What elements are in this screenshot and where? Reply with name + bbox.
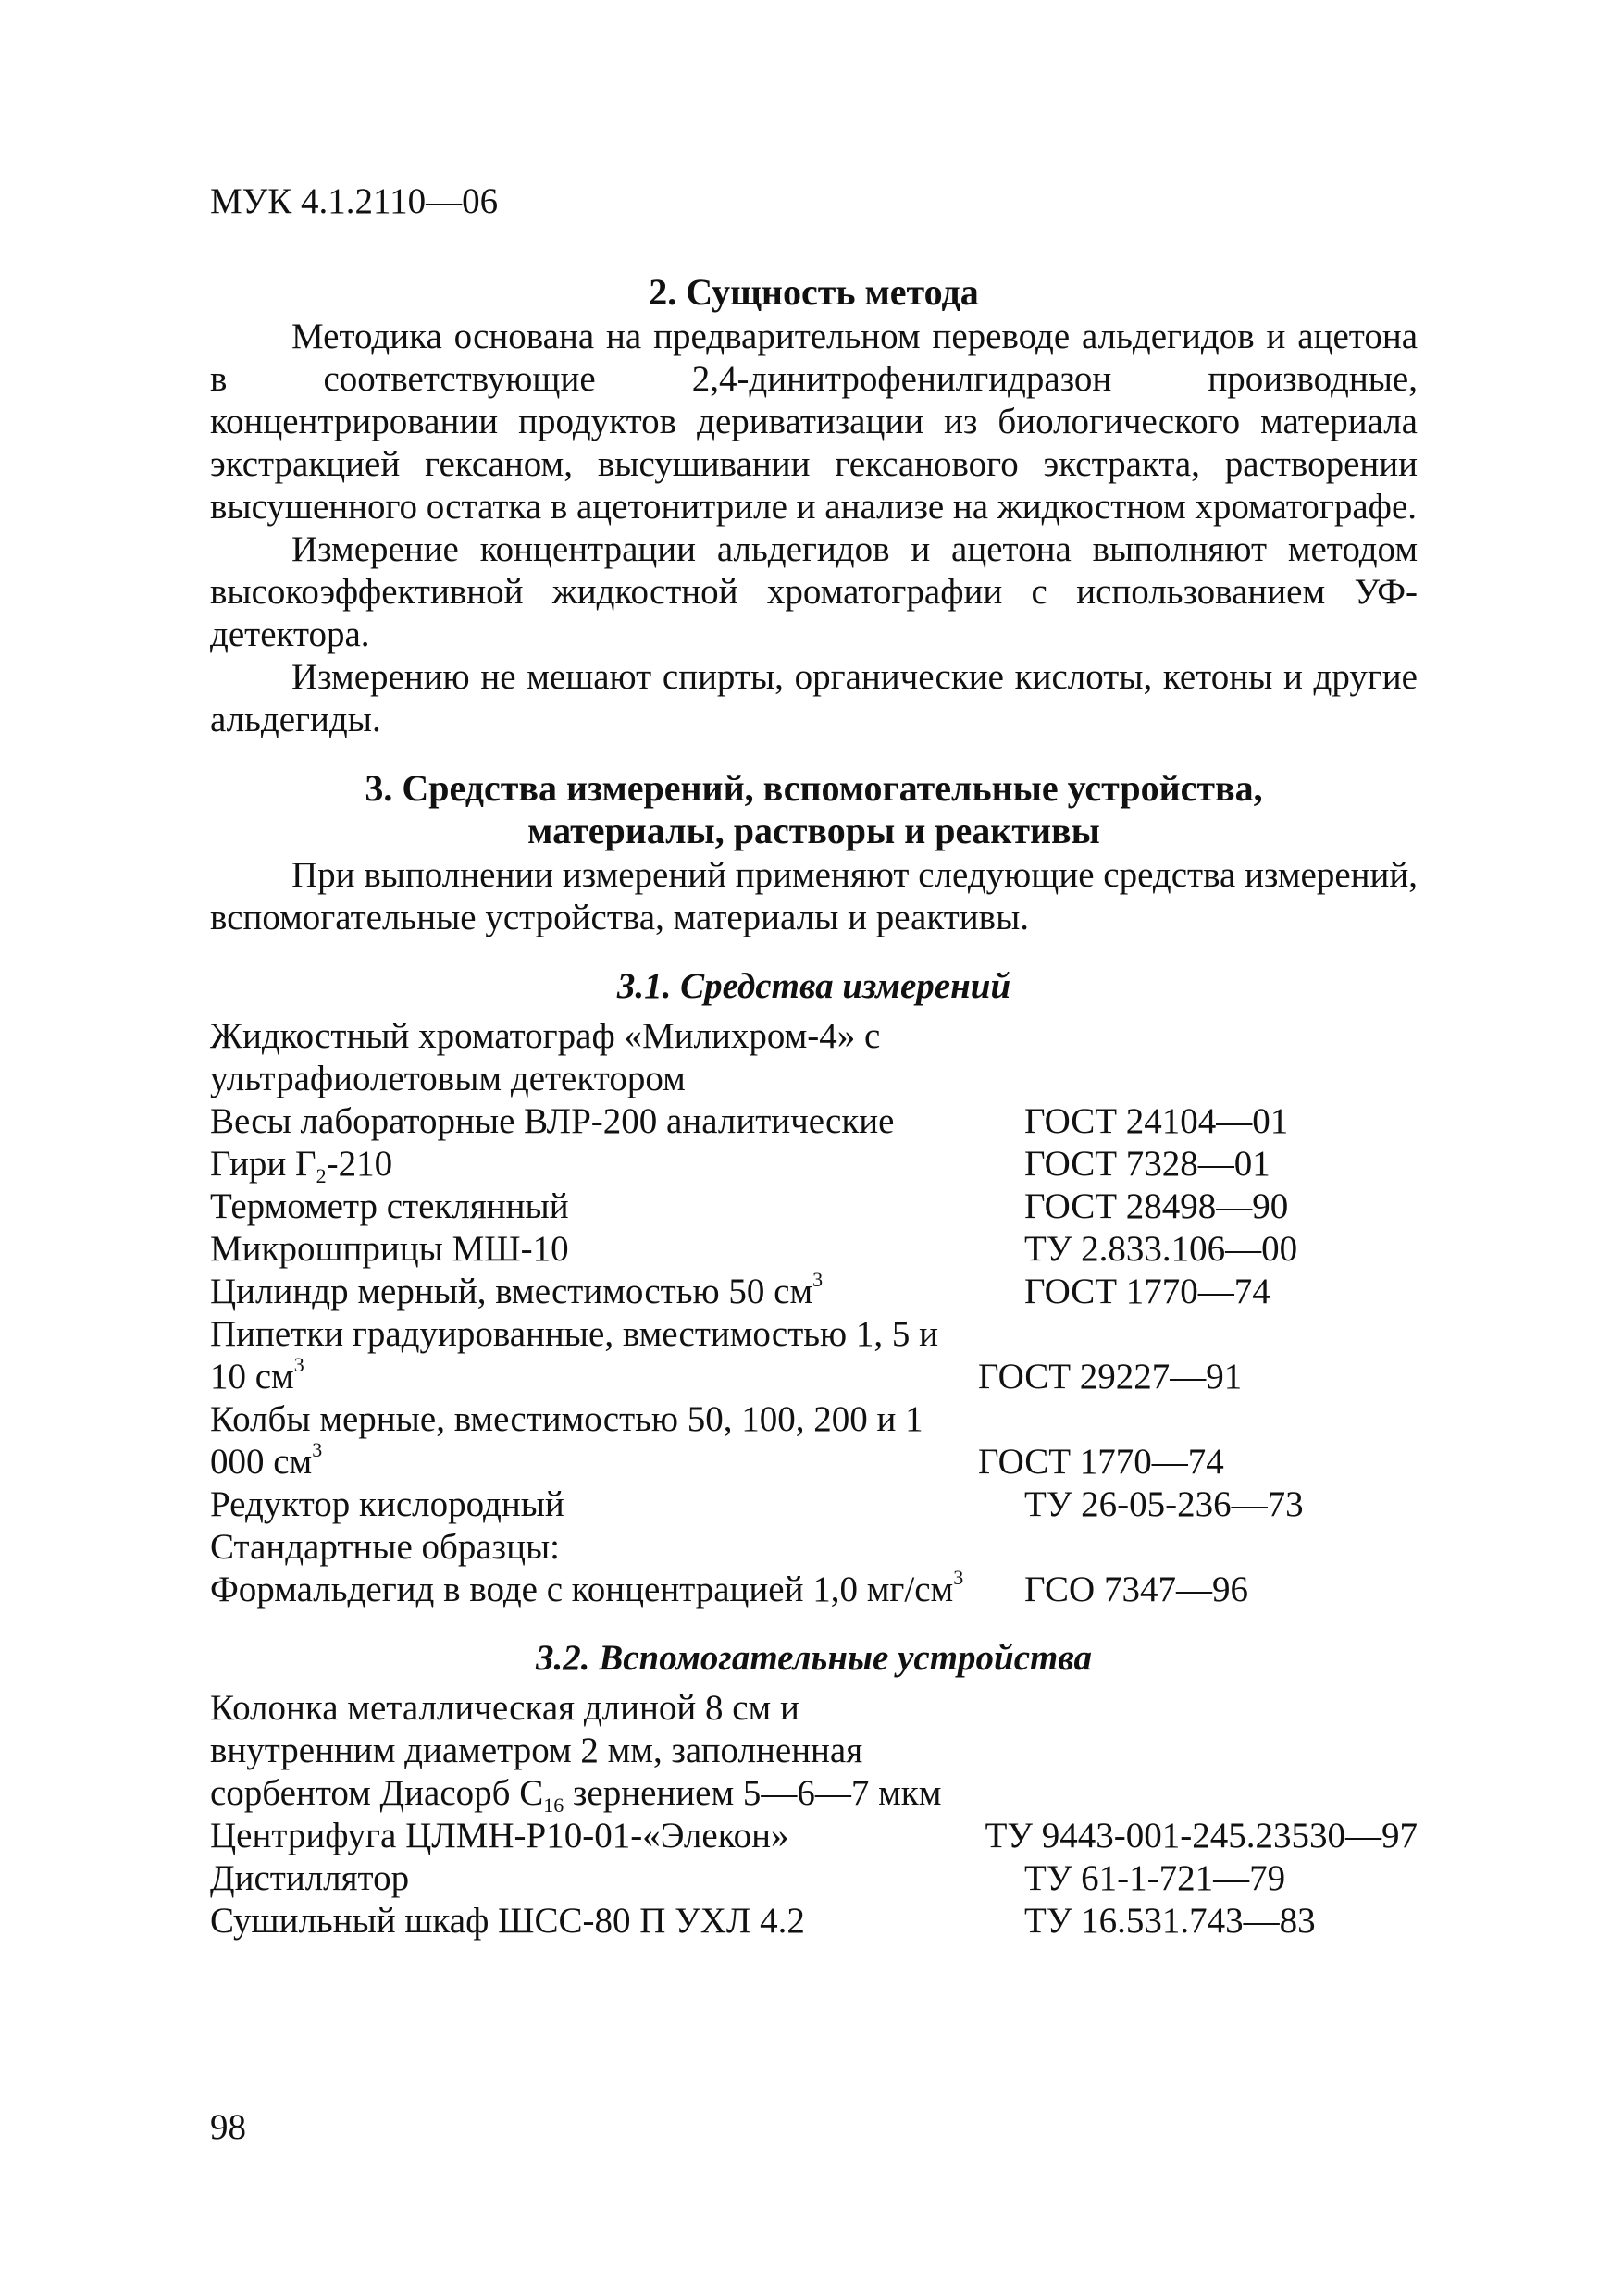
item-name: Колонка металлическая длиной 8 см и внутренним диаметром 2 мм, заполненная сорбентом Диасорб $С_{16}$ зернением 5—6—7 мкм (210, 1688, 942, 1817)
subsection-3-1-title: 3.1. Средства измерений (616, 966, 1011, 1006)
list-item (210, 1483, 1418, 1526)
item-name: Цилиндр мерный, вместимостью 50 $см^3$ (210, 1268, 824, 1311)
running-header: МУК 4.1.2110—06 (210, 181, 499, 221)
list-item (210, 1815, 1418, 1857)
item-name: Колбы мерные, вместимостью 50, 100, 200 и 1 000 $см^3$ (210, 1399, 923, 1482)
item-standard: ТУ 2.833.106—00 (1024, 1229, 1298, 1269)
list-item (210, 1857, 1418, 1900)
item-name: Термометр стеклянный (210, 1186, 569, 1226)
item-name: Формальдегид в воде с концентрацией 1,0 $мг/см^3$ (210, 1566, 964, 1609)
auxiliary-devices-list (210, 1687, 1418, 1942)
list-item (210, 1566, 1418, 1611)
section-3-title-line-2: материалы, растворы и реактивы (527, 810, 1100, 851)
list-item (210, 1313, 1418, 1398)
page-number: 98 (210, 2107, 246, 2147)
item-name: Центрифуга ЦЛМН-Р10-01-«Элекон» (210, 1816, 789, 1855)
section-3-title-line-1: 3. Средства измерений, вспомогательные устройства, (365, 767, 1263, 809)
item-name: Весы лабораторные ВЛР-200 аналитические (210, 1101, 895, 1141)
item-standard: ГОСТ 7328—01 (1024, 1144, 1270, 1184)
item-standard: ГОСТ 24104—01 (1024, 1101, 1289, 1141)
subsection-3-2-title: 3.2. Вспомогательные устройства (535, 1638, 1093, 1678)
list-item (210, 1015, 1418, 1100)
section-2-paragraph-3: Измерению не мешают спирты, органические кислоты, кетоны и другие альдегиды. (210, 657, 1418, 739)
item-standard: ГОСТ 1770—74 (1024, 1272, 1270, 1311)
item-standard: ТУ 16.531.743—83 (1024, 1901, 1316, 1941)
list-item (210, 1185, 1418, 1228)
item-name: Микрошприцы МШ-10 (210, 1229, 569, 1269)
item-name: Гири $Г_2-210$ (210, 1144, 393, 1187)
item-standard: ТУ 26-05-236—73 (1024, 1484, 1304, 1524)
list-item (210, 1398, 1418, 1483)
item-name: Пипетки градуированные, вместимостью 1, 5 и 10 $см^3$ (210, 1314, 939, 1396)
item-name: Редуктор кислородный (210, 1484, 564, 1524)
section-2-paragraph-2: Измерение концентрации альдегидов и ацетона выполняют методом высокоэффективной жидкостной хроматографии с использованием УФ-детектора. (210, 529, 1418, 654)
list-item (210, 1900, 1418, 1942)
item-standard: ГОСТ 1770—74 (978, 1442, 1224, 1482)
item-name: Сушильный шкаф ШСС-80 П УХЛ 4.2 (210, 1901, 805, 1941)
item-name: Стандартные образцы: (210, 1527, 560, 1567)
document-page (210, 180, 1418, 1942)
item-standard: ТУ 61-1-721—79 (1024, 1858, 1286, 1898)
list-item (210, 1143, 1418, 1185)
section-2-title: 2. Сущность метода (649, 271, 979, 313)
list-item (210, 1228, 1418, 1271)
item-name: Жидкостный хроматограф «Милихром-4» с ультрафиолетовым детектором (210, 1016, 881, 1098)
item-standard: ТУ 9443-001-245.23530—97 (985, 1816, 1418, 1855)
item-standard: ГСО 7347—96 (1024, 1570, 1248, 1609)
list-item (210, 1526, 1418, 1569)
list-item (210, 1100, 1418, 1143)
section-3-intro: При выполнении измерений применяют следующие средства измерений, вспомогательные устройства, материалы и реактивы. (210, 855, 1418, 937)
list-item (210, 1687, 1418, 1815)
list-item (210, 1268, 1418, 1313)
measuring-instruments-list (210, 1015, 1418, 1611)
item-standard: ГОСТ 28498—90 (1024, 1186, 1289, 1226)
item-standard: ГОСТ 29227—91 (978, 1357, 1243, 1396)
section-3-title (210, 767, 1418, 852)
section-2-paragraph-1: Методика основана на предварительном переводе альдегидов и ацетона в соответствующие 2,4-динитрофенилгидразон производные, концентрировании продуктов дериватизации из биологического материала экстракцией гексаном, высушивании гексанового экстракта, растворении высушенного остатка в ацетонитриле и анализе на жидкостном хроматографе. (210, 316, 1418, 527)
item-name: Дистиллятор (210, 1858, 410, 1898)
